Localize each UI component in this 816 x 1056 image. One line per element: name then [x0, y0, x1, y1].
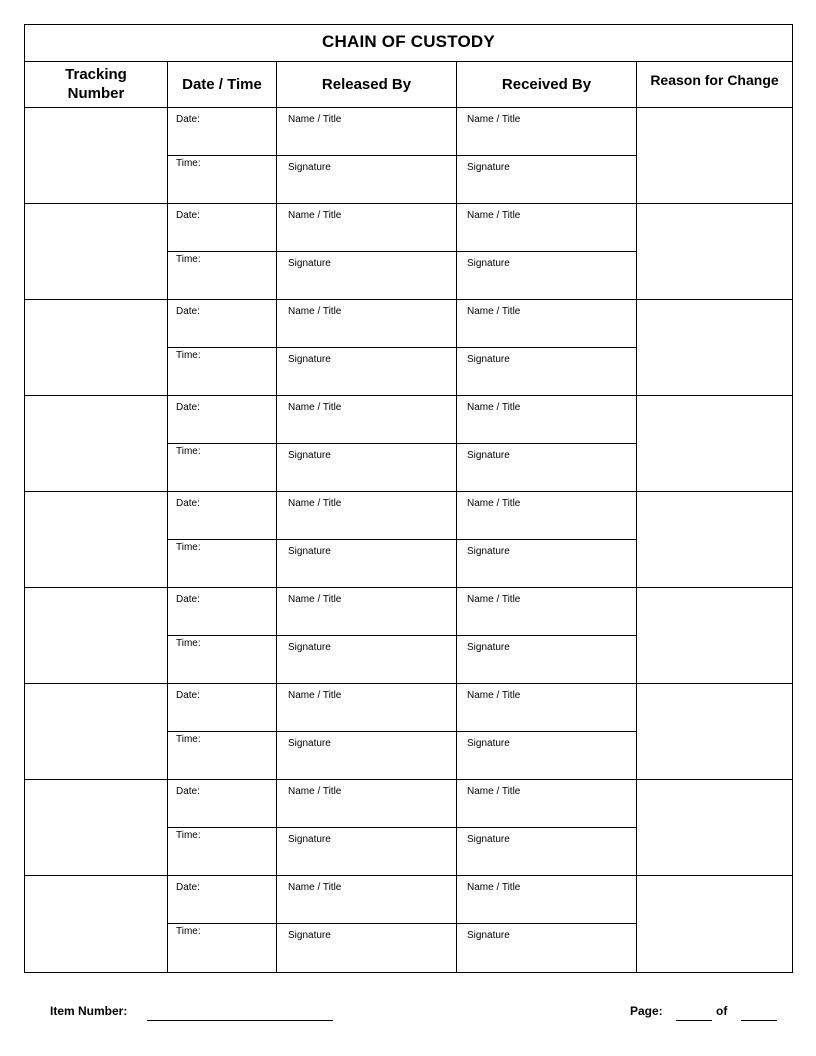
time-field[interactable]	[168, 732, 277, 780]
tracking-number-field[interactable]	[25, 396, 168, 492]
page-number-field[interactable]	[676, 1020, 712, 1021]
released-name-title-field[interactable]	[277, 204, 457, 252]
tracking-number-field[interactable]	[25, 876, 168, 972]
date-field[interactable]	[168, 108, 277, 156]
reason-for-change-field[interactable]	[637, 108, 792, 204]
custody-row	[25, 876, 792, 972]
date-label: Date:	[176, 498, 200, 509]
date-label: Date:	[176, 594, 200, 605]
received-signature-field[interactable]	[457, 828, 637, 876]
received-name-title-field[interactable]	[457, 396, 637, 444]
time-label: Time:	[176, 350, 201, 361]
released-name-title-field[interactable]	[277, 876, 457, 924]
header-received-by: Received By	[457, 61, 637, 108]
signature-label: Signature	[288, 834, 331, 845]
reason-for-change-field[interactable]	[637, 780, 792, 876]
reason-for-change-field[interactable]	[637, 588, 792, 684]
released-signature-field[interactable]	[277, 924, 457, 972]
name-title-label: Name / Title	[288, 114, 342, 125]
received-signature-field[interactable]	[457, 156, 637, 204]
signature-label: Signature	[467, 738, 510, 749]
date-label: Date:	[176, 210, 200, 221]
date-field[interactable]	[168, 876, 277, 924]
time-field[interactable]	[168, 348, 277, 396]
reason-for-change-field[interactable]	[637, 492, 792, 588]
signature-label: Signature	[288, 642, 331, 653]
date-field[interactable]	[168, 396, 277, 444]
received-signature-field[interactable]	[457, 444, 637, 492]
signature-label: Signature	[288, 258, 331, 269]
signature-label: Signature	[288, 930, 331, 941]
time-field[interactable]	[168, 252, 277, 300]
custody-rows	[25, 108, 792, 972]
signature-label: Signature	[467, 162, 510, 173]
received-signature-field[interactable]	[457, 348, 637, 396]
date-field[interactable]	[168, 300, 277, 348]
signature-label: Signature	[467, 834, 510, 845]
signature-label: Signature	[288, 546, 331, 557]
custody-row	[25, 780, 792, 876]
signature-label: Signature	[288, 738, 331, 749]
signature-label: Signature	[467, 258, 510, 269]
released-name-title-field[interactable]	[277, 588, 457, 636]
time-field[interactable]	[168, 156, 277, 204]
time-label: Time:	[176, 542, 201, 553]
name-title-label: Name / Title	[467, 498, 521, 509]
date-label: Date:	[176, 882, 200, 893]
time-field[interactable]	[168, 924, 277, 972]
date-field[interactable]	[168, 492, 277, 540]
tracking-number-field[interactable]	[25, 492, 168, 588]
tracking-number-field[interactable]	[25, 780, 168, 876]
released-name-title-field[interactable]	[277, 684, 457, 732]
custody-row	[25, 684, 792, 780]
received-name-title-field[interactable]	[457, 588, 637, 636]
date-label: Date:	[176, 306, 200, 317]
received-name-title-field[interactable]	[457, 780, 637, 828]
header-tracking-number: Tracking Number	[25, 61, 168, 108]
released-signature-field[interactable]	[277, 828, 457, 876]
name-title-label: Name / Title	[467, 114, 521, 125]
custody-row	[25, 396, 792, 492]
name-title-label: Name / Title	[467, 882, 521, 893]
received-signature-field[interactable]	[457, 540, 637, 588]
custody-row	[25, 108, 792, 204]
signature-label: Signature	[467, 450, 510, 461]
name-title-label: Name / Title	[288, 882, 342, 893]
time-label: Time:	[176, 830, 201, 841]
time-field[interactable]	[168, 444, 277, 492]
header-reason-for-change: Reason for Change	[637, 61, 792, 108]
time-label: Time:	[176, 638, 201, 649]
name-title-label: Name / Title	[467, 210, 521, 221]
time-label: Time:	[176, 446, 201, 457]
name-title-label: Name / Title	[288, 498, 342, 509]
time-field[interactable]	[168, 828, 277, 876]
custody-row	[25, 492, 792, 588]
tracking-number-field[interactable]	[25, 108, 168, 204]
received-name-title-field[interactable]	[457, 300, 637, 348]
tracking-number-field[interactable]	[25, 588, 168, 684]
signature-label: Signature	[467, 930, 510, 941]
received-name-title-field[interactable]	[457, 492, 637, 540]
received-name-title-field[interactable]	[457, 684, 637, 732]
header-released-by: Released By	[277, 61, 457, 108]
reason-for-change-field[interactable]	[637, 876, 792, 972]
date-label: Date:	[176, 786, 200, 797]
released-signature-field[interactable]	[277, 540, 457, 588]
released-name-title-field[interactable]	[277, 492, 457, 540]
date-field[interactable]	[168, 780, 277, 828]
custody-row	[25, 204, 792, 300]
time-field[interactable]	[168, 636, 277, 684]
received-signature-field[interactable]	[457, 636, 637, 684]
name-title-label: Name / Title	[467, 690, 521, 701]
time-label: Time:	[176, 926, 201, 937]
name-title-label: Name / Title	[288, 306, 342, 317]
released-name-title-field[interactable]	[277, 396, 457, 444]
signature-label: Signature	[467, 546, 510, 557]
page-of-label: of	[716, 1004, 728, 1018]
name-title-label: Name / Title	[467, 402, 521, 413]
time-field[interactable]	[168, 540, 277, 588]
signature-label: Signature	[467, 354, 510, 365]
custody-row	[25, 588, 792, 684]
date-field[interactable]	[168, 588, 277, 636]
released-name-title-field[interactable]	[277, 300, 457, 348]
name-title-label: Name / Title	[467, 786, 521, 797]
name-title-label: Name / Title	[288, 690, 342, 701]
released-signature-field[interactable]	[277, 348, 457, 396]
name-title-label: Name / Title	[467, 594, 521, 605]
name-title-label: Name / Title	[288, 786, 342, 797]
tracking-number-field[interactable]	[25, 300, 168, 396]
reason-for-change-field[interactable]	[637, 684, 792, 780]
chain-of-custody-form	[24, 24, 793, 973]
custody-row	[25, 300, 792, 396]
signature-label: Signature	[288, 162, 331, 173]
received-name-title-field[interactable]	[457, 204, 637, 252]
received-signature-field[interactable]	[457, 252, 637, 300]
tracking-number-field[interactable]	[25, 684, 168, 780]
form-title: CHAIN OF CUSTODY	[25, 25, 792, 62]
reason-for-change-field[interactable]	[637, 396, 792, 492]
signature-label: Signature	[288, 354, 331, 365]
released-signature-field[interactable]	[277, 732, 457, 780]
item-number-field[interactable]	[147, 1020, 333, 1021]
released-signature-field[interactable]	[277, 252, 457, 300]
time-label: Time:	[176, 734, 201, 745]
name-title-label: Name / Title	[288, 594, 342, 605]
header-date-time: Date / Time	[168, 61, 277, 108]
released-name-title-field[interactable]	[277, 108, 457, 156]
received-signature-field[interactable]	[457, 732, 637, 780]
date-label: Date:	[176, 114, 200, 125]
name-title-label: Name / Title	[288, 210, 342, 221]
tracking-number-field[interactable]	[25, 204, 168, 300]
signature-label: Signature	[288, 450, 331, 461]
received-signature-field[interactable]	[457, 924, 637, 972]
time-label: Time:	[176, 158, 201, 169]
released-name-title-field[interactable]	[277, 780, 457, 828]
released-signature-field[interactable]	[277, 156, 457, 204]
name-title-label: Name / Title	[288, 402, 342, 413]
page-total-field[interactable]	[741, 1020, 777, 1021]
date-field[interactable]	[168, 684, 277, 732]
signature-label: Signature	[467, 642, 510, 653]
received-name-title-field[interactable]	[457, 876, 637, 924]
page-label: Page:	[630, 1004, 663, 1018]
date-label: Date:	[176, 690, 200, 701]
item-number-label: Item Number:	[50, 1004, 128, 1018]
date-field[interactable]	[168, 204, 277, 252]
reason-for-change-field[interactable]	[637, 300, 792, 396]
date-label: Date:	[176, 402, 200, 413]
reason-for-change-field[interactable]	[637, 204, 792, 300]
received-name-title-field[interactable]	[457, 108, 637, 156]
time-label: Time:	[176, 254, 201, 265]
released-signature-field[interactable]	[277, 444, 457, 492]
released-signature-field[interactable]	[277, 636, 457, 684]
name-title-label: Name / Title	[467, 306, 521, 317]
